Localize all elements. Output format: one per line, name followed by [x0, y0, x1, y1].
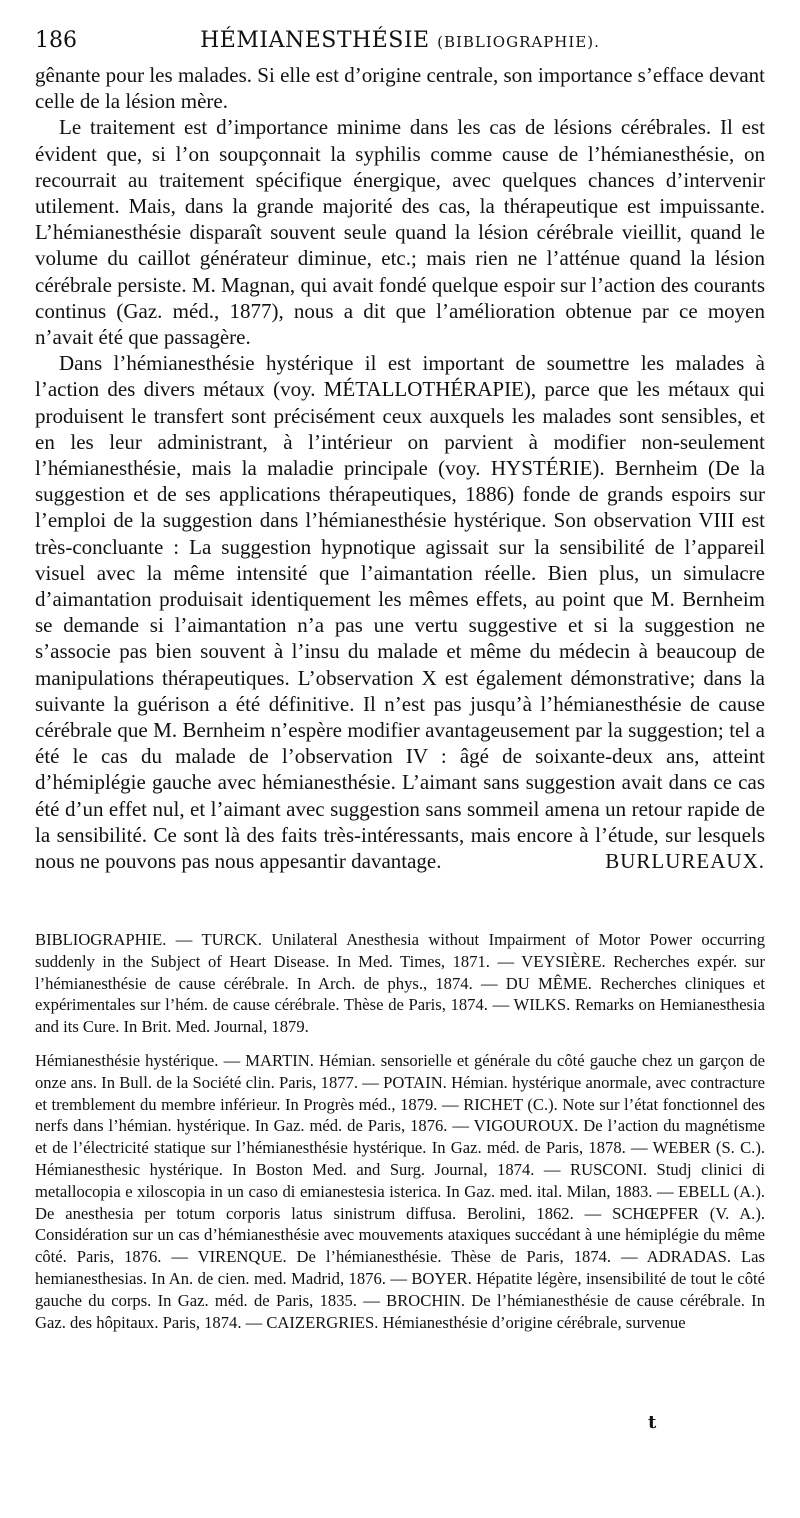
paragraph [35, 350, 765, 874]
running-header [35, 28, 765, 58]
bibliography-entry: Hémianesthésie hystérique. — MARTIN. Hémian. sensorielle et générale du côté gauche chez un garçon de onze ans. In Bull. de la Société clin. Paris, 1877. — POTAIN. Hémian. hystérique anormale, avec contracture et tremblement du membre inférieur. In Progrès méd., 1879. — RICHET (C.). Note sur l’état fonctionnel des nerfs dans l’hémian. hystérique. In Gaz. méd. de Paris, 1876. — VIGOUROUX. De l’action du magnétisme et de l’électricité statique sur l’hémianesthésie hystérique. In Gaz. méd. de Paris, 1878. — WEBER (S. C.). Hémianesthesic hystérique. In Boston Med. and Surg. Journal, 1874. — RUSCONI. Studj clinici di metallocopia e xiloscopia in un caso di emianestesia isterica. In Gaz. med. ital. Milan, 1883. — EBELL (A.). De anesthesia per totum corporis latus sinistrum diffusa. Berolini, 1862. — SCHŒPFER (V. A.). Considération sur un cas d’hémianesthésie avec mouvements ataxiques succédant à une hémiplégie du même côté. Paris, 1876. — VIRENQUE. De l’hémianesthésie. Thèse de Paris, 1874. — ADRADAS. Las hemianesthesias. In An. de cien. med. Madrid, 1876. — BOYER. Hépatite légère, insensibilité de tout le côté gauche du corps. In Gaz. méd. de Paris, 1835. — BROCHIN. De l’hémianesthésie de cause cérébrale. In Gaz. des hôpitaux. Paris, 1874. — CAIZERGRIES. Hémianesthésie d’origine cérébrale, survenue [35, 1050, 765, 1332]
bibliography-entry: BIBLIOGRAPHIE. — TURCK. Unilateral Anesthesia without Impairment of Motor Power occurring suddenly in the Subject of Heart Disease. In Med. Times, 1871. — VEYSIÈRE. Recherches expér. sur l’hémianesthésie de cause cérébrale. In Arch. de phys., 1874. — DU MÊME. Recherches cliniques et expérimentales sur l’hém. de cause cérébrale. Thèse de Paris, 1874. — WILKS. Remarks on Hemianesthesia and its Cure. In Brit. Med. Journal, 1879. [35, 930, 765, 1037]
running-title [35, 28, 765, 53]
paragraph: gênante pour les malades. Si elle est d’origine centrale, son importance s’efface devant celle de la lésion mère. [35, 63, 765, 114]
main-text [35, 62, 765, 874]
running-title-sub: (BIBLIOGRAPHIE). [437, 33, 600, 51]
paragraph-text: Dans l’hémianesthésie hystérique il est important de soumettre les malades à l’action des divers métaux (voy. MÉTALLOTHÉRAPIE), parce que les métaux qui produisent le transfert sont précisément ceux auxquels les malades sont sensibles, et en les leur administrant, à l’intérieur on parvient à modifier non-seulement l’hémianesthésie, mais la maladie principale (voy. HYSTÉRIE). Bernheim (De la suggestion et de ses applications thérapeutiques, 1886) fonde de grands espoirs sur l’emploi de la suggestion dans l’hémianesthésie hystérique. Son observation VIII est très-concluante : La suggestion hypnotique agissait sur la sensibilité de l’appareil visuel avec la même intensité que l’aimantation réelle. Bien plus, un simulacre d’aimantation produisait identiquement les mêmes effets, au point que M. Bernheim se demande si l’aimantation n’a pas une vertu suggestive et si la suggestion ne s’associe pas bien souvent à l’insu du malade et même du médecin à beaucoup de manipulations thérapeutiques. L’observation X est également démonstrative; dans la suivante la guérison a été définitive. Il n’est pas jusqu’à l’hémianesthésie de cause cérébrale que M. Bernheim n’espère modifier avantageusement par la suggestion; tel a été le cas du malade de l’observation IV : âgé de soixante-deux ans, atteint d’hémiplégie gauche avec hémianesthésie. L’aimant sans suggestion avait dans ce cas été d’un effet nul, et l’aimant avec suggestion sans sommeil amena un retour rapide de la sensibilité. Ce sont là des faits très-intéressants, mais encore à l’étude, sur lesquels nous ne pouvons pas nous appesantir davantage. [35, 351, 765, 874]
page-number: 186 [35, 28, 77, 53]
running-title-main: HÉMIANESTHÉSIE [200, 28, 430, 53]
footer-mark: t [648, 1412, 657, 1433]
bibliography [35, 929, 765, 1345]
paragraph: Le traitement est d’importance minime dans les cas de lésions cérébrales. Il est évident que, si l’on soupçonnait la syphilis comme cause de l’hémianesthésie, on recourrait au traitement spécifique énergique, avec quelques chances d’intervenir utilement. Mais, dans la grande majorité des cas, la thérapeutique est impuissante. L’hémianesthésie disparaît souvent seule quand la lésion cérébrale vieillit, quand le volume du caillot générateur diminue, etc.; mais rien ne l’atténue quand la lésion cérébrale persiste. M. Magnan, qui avait fondé quelque espoir sur l’action des courants continus (Gaz. méd., 1877), nous a dit que l’amélioration obtenue par ce moyen n’avait été que passagère. [35, 115, 765, 350]
author-signature: BURLUREAUX. [605, 849, 765, 874]
